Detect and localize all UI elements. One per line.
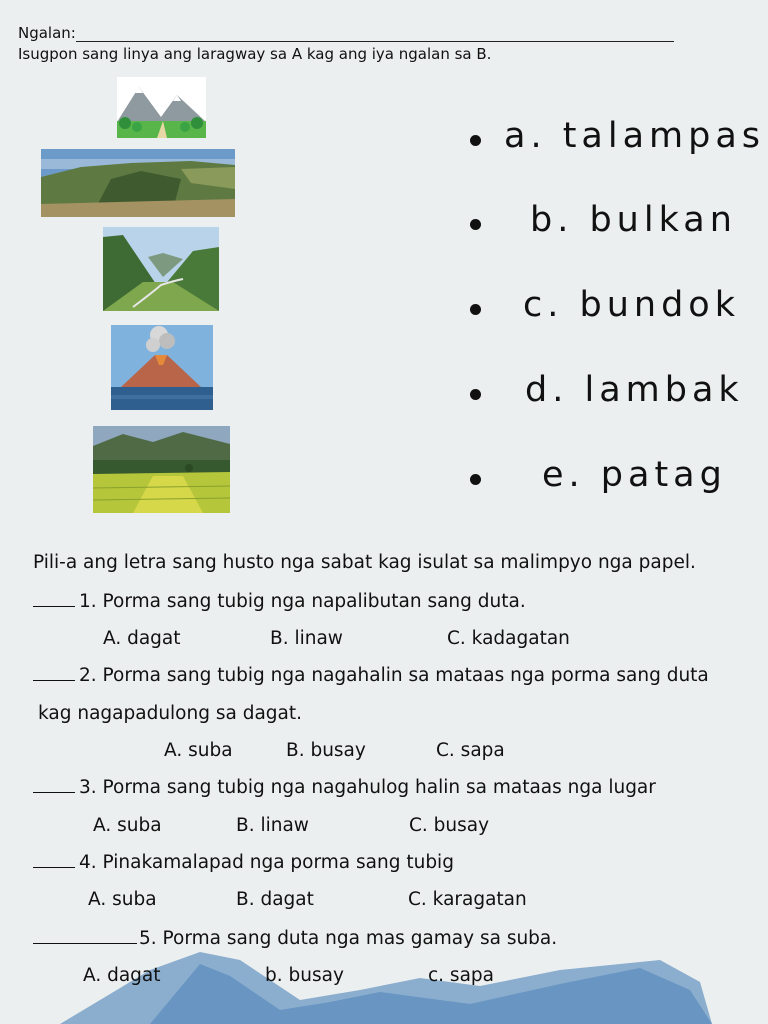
q3-option-b: B. linaw (236, 815, 309, 836)
name-line[interactable] (18, 24, 674, 42)
plateau-photo-image (41, 149, 235, 217)
plains-photo-image (93, 426, 230, 513)
q2-option-b: B. busay (286, 740, 366, 761)
bullet-icon (470, 389, 481, 400)
mountain-illustration-image (117, 77, 206, 138)
bullet-icon (470, 304, 481, 315)
q1-option-a: A. dagat (103, 628, 181, 649)
q5-option-b: b. busay (265, 965, 344, 986)
q1-option-c: C. kadagatan (447, 628, 570, 649)
q2-option-c: C. sapa (436, 740, 505, 761)
bullet-icon (470, 474, 481, 485)
answer-blank-2[interactable] (33, 666, 75, 681)
valley-photo-image (103, 227, 219, 311)
q3-option-a: A. suba (93, 815, 162, 836)
question-5: 5. Porma sang duta nga mas gamay sa suba. (33, 928, 557, 949)
answer-blank-3[interactable] (33, 778, 75, 793)
answer-blank-1[interactable] (33, 592, 75, 607)
choice-c: c. bundok (523, 285, 740, 325)
volcano-photo-image (111, 325, 213, 410)
question-2: 2. Porma sang tubig nga nagahalin sa mataas nga porma sang duta (33, 665, 709, 686)
name-label: Ngalan: (18, 24, 76, 42)
choice-b: b. bulkan (530, 200, 737, 240)
name-blank[interactable] (76, 27, 674, 42)
q2-option-a: A. suba (164, 740, 233, 761)
q3-option-c: C. busay (409, 815, 490, 836)
q5-option-a: A. dagat (83, 965, 161, 986)
question-3: 3. Porma sang tubig nga nagahulog halin sa mataas nga lugar (33, 777, 656, 798)
bullet-icon (470, 219, 481, 230)
choice-e: e. patag (542, 455, 727, 495)
answer-blank-5[interactable] (33, 929, 137, 944)
choice-d: d. lambak (525, 370, 744, 410)
question-1: 1. Porma sang tubig nga napalibutan sang duta. (33, 591, 526, 612)
q5-option-c: c. sapa (428, 965, 494, 986)
q1-option-b: B. linaw (270, 628, 343, 649)
bullet-icon (470, 135, 481, 146)
answer-blank-4[interactable] (33, 853, 75, 868)
section2-instruction: Pili-a ang letra sang husto nga sabat kag isulat sa malimpyo nga papel. (33, 552, 696, 573)
choice-a: a. talampas (504, 116, 766, 156)
question-4: 4. Pinakamalapad nga porma sang tubig (33, 852, 454, 873)
matching-instruction: Isugpon sang linya ang laragway sa A kag ang iya ngalan sa B. (18, 45, 492, 63)
q4-option-a: A. suba (88, 889, 157, 910)
q4-option-c: C. karagatan (408, 889, 527, 910)
q4-option-b: B. dagat (236, 889, 314, 910)
question-2-continued: kag nagapadulong sa dagat. (38, 703, 302, 724)
